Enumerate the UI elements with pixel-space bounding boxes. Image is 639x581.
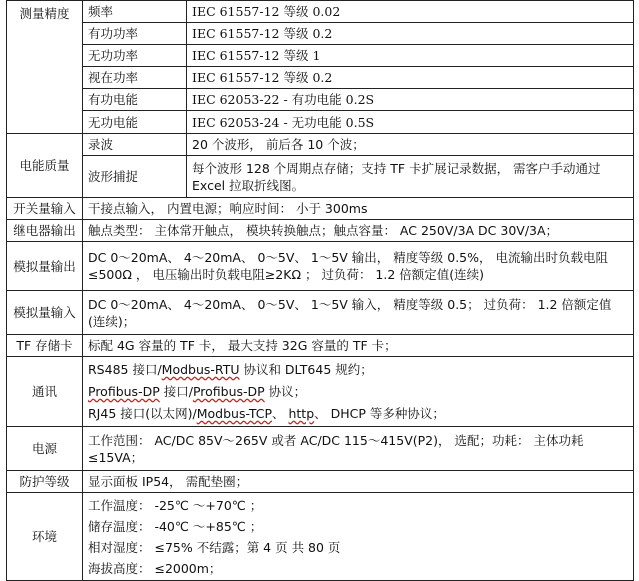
spec-value: IEC 62053-22 - 有功电能 0.2S — [187, 89, 634, 111]
spec-value: 触点类型： 主体常开触点， 模块转换触点；触点容量： AC 250V/3A DC 30V/3A； — [83, 220, 634, 242]
table-row — [7, 291, 634, 335]
table-row — [7, 198, 634, 220]
table-row — [7, 335, 634, 357]
spec-value: IEC 61557-12 等级 0.2 — [187, 23, 634, 45]
spec-value: IEC 61557-12 等级 0.02 — [187, 1, 634, 23]
table-row — [7, 67, 634, 89]
spec-table — [6, 0, 634, 581]
table-row — [7, 220, 634, 242]
comm-text: RJ45 接口(以太网)/ — [88, 405, 197, 421]
category-communication: 通讯 — [7, 357, 83, 427]
category-relay-output: 继电器输出 — [7, 220, 83, 242]
category-switch-input: 开关量输入 — [7, 198, 83, 220]
table-row — [7, 242, 634, 291]
table-row — [7, 45, 634, 67]
comm-protocol: http — [288, 405, 315, 421]
spec-value: 每个波形 128 个周期点存储；支持 TF 卡扩展记录数据， 需客户手动通过 Excel 拉取折线图。 — [187, 156, 634, 198]
table-row — [7, 23, 634, 45]
sub-label: 录波 — [83, 134, 187, 156]
spec-value: DC 0～20mA、 4～20mA、 0～5V、 1～5V 输出， 精度等级 0.5%， 电流输出时负载电阻≤500Ω ， 电压输出时负载电阻≥2KΩ ； 过负荷： 1.2 倍额定值(连续) — [83, 242, 634, 291]
spec-value: DC 0～20mA、 4～20mA、 0～5V、 1～5V 输入， 精度等级 0.5； 过负荷： 1.2 倍额定值(连续)； — [83, 291, 634, 335]
sub-label: 有功功率 — [83, 23, 187, 45]
spec-value: 工作范围： AC/DC 85V～265V 或者 AC/DC 115～415V(P2)， 选配；功耗： 主体功耗≤15VA； — [83, 427, 634, 471]
comm-line-rj45 — [88, 403, 628, 425]
spec-value: 干接点输入， 内置电源；响应时间： 小于 300ms — [83, 198, 634, 220]
comm-text: 协议和 DLT645 规约； — [239, 361, 373, 377]
spec-value: IEC 61557-12 等级 0.2 — [187, 67, 634, 89]
spec-value: IEC 61557-12 等级 1 — [187, 45, 634, 67]
category-power-supply: 电源 — [7, 427, 83, 471]
sub-label: 波形捕捉 — [83, 156, 187, 198]
table-row — [7, 156, 634, 198]
table-row — [7, 134, 634, 156]
table-row — [7, 111, 634, 134]
spec-value: 20 个波形， 前后各 10 个波； — [187, 134, 634, 156]
spec-value — [83, 357, 634, 427]
category-analog-output: 模拟量输出 — [7, 242, 83, 291]
spec-value: 标配 4G 容量的 TF 卡， 最大支持 32G 容量的 TF 卡； — [83, 335, 634, 357]
spec-value: IEC 62053-24 - 无功电能 0.5S — [187, 111, 634, 134]
table-row — [7, 357, 634, 427]
sub-label: 无功功率 — [83, 45, 187, 67]
sub-label: 无功电能 — [83, 111, 187, 134]
table-row — [7, 471, 634, 493]
category-power-quality: 电能质量 — [7, 134, 83, 198]
env-line: 相对湿度： ≤75% 不结露；第 4 页 共 80 页 — [88, 539, 341, 555]
table-row — [7, 427, 634, 471]
comm-text: 、 DHCP 等多种协议； — [314, 405, 445, 421]
comm-text: RS485 接口/ — [88, 361, 162, 377]
category-analog-input: 模拟量输入 — [7, 291, 83, 335]
category-protection-class: 防护等级 — [7, 471, 83, 493]
category-tf-card: TF 存储卡 — [7, 335, 83, 357]
env-line: 海拔高度： ≤2000m； — [88, 560, 222, 576]
sub-label: 视在功率 — [83, 67, 187, 89]
comm-protocol: Profibus-DP — [88, 383, 160, 399]
table-row — [7, 493, 634, 581]
comm-protocol: Modbus-RTU — [161, 361, 240, 377]
comm-line-profibus — [88, 381, 628, 403]
table-row — [7, 1, 634, 23]
spec-value: 显示面板 IP54， 需配垫圈； — [83, 471, 634, 493]
comm-protocol: Modbus-TCP — [196, 405, 272, 421]
comm-text: 接口/ — [159, 383, 193, 399]
sub-label: 频率 — [83, 1, 187, 23]
comm-text: 、 — [272, 405, 289, 421]
comm-protocol: Profibus-DP — [192, 383, 265, 399]
spec-value — [83, 493, 634, 581]
comm-line-rs485 — [88, 359, 628, 381]
category-environment: 环境 — [7, 493, 83, 581]
env-line: 工作温度： -25℃ ～+70℃ ； — [88, 497, 263, 513]
env-line: 储存温度： -40℃ ～+85℃ ； — [88, 518, 263, 534]
category-measurement-accuracy: 测量精度 — [7, 1, 83, 134]
sub-label: 有功电能 — [83, 89, 187, 111]
comm-text: 协议； — [264, 383, 307, 399]
table-row — [7, 89, 634, 111]
